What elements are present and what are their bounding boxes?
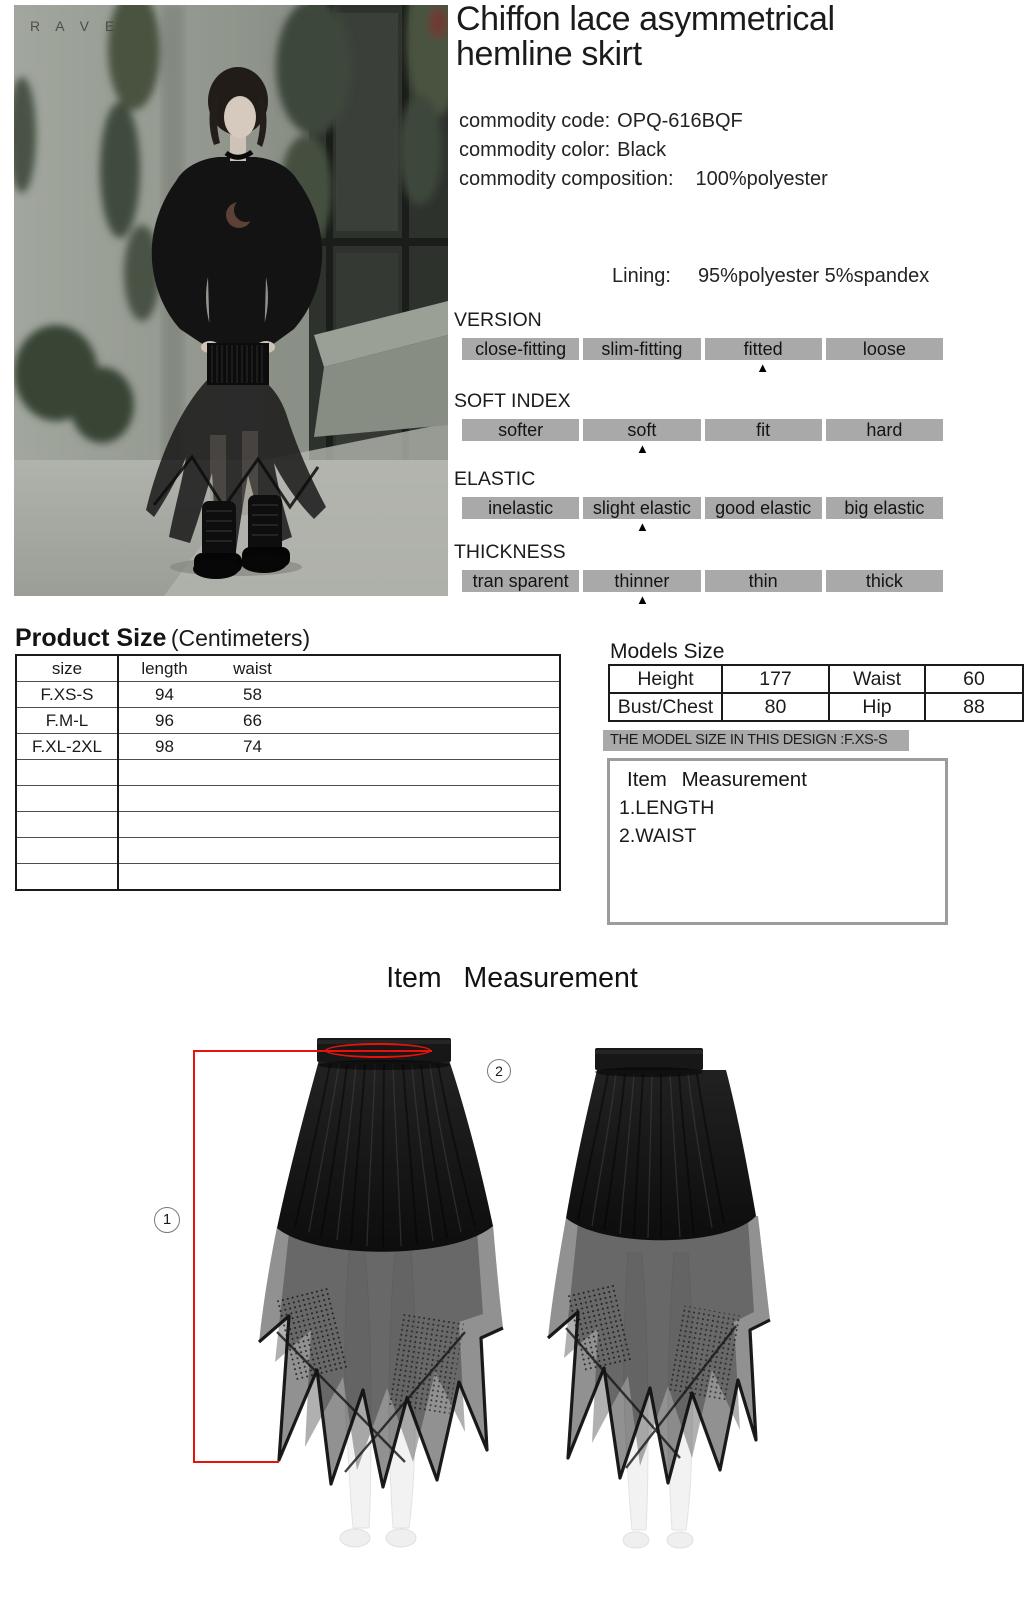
model-photo-art: [14, 5, 448, 596]
commodity-color-value: Black: [617, 139, 667, 161]
table-row: [16, 760, 560, 786]
selected-marker-icon: ▲: [635, 592, 649, 607]
table-row: [609, 693, 1023, 721]
cell-waist: 66: [210, 708, 295, 734]
commodity-composition-label: commodity composition:: [459, 168, 674, 190]
scale-option: thinner: [583, 570, 700, 592]
model-photo: [14, 5, 448, 596]
attr-thickness-title: THICKNESS: [454, 541, 566, 563]
scale-option: slim-fitting: [583, 338, 700, 360]
cell-waist-value: 60: [925, 665, 1023, 693]
front-view-photo: [255, 1032, 515, 1562]
commodity-code-value: OPQ-616BQF: [617, 110, 743, 132]
marker-1-badge: 1: [154, 1207, 180, 1233]
attr-elastic-title: ELASTIC: [454, 468, 536, 490]
scale-option: fit: [705, 419, 822, 441]
selected-marker-icon: ▲: [635, 441, 649, 456]
commodity-code-row: [459, 110, 743, 133]
length-measure-bottom-tick: [193, 1461, 279, 1463]
back-view-photo: [540, 1038, 785, 1558]
attr-version-scale: [462, 338, 943, 375]
commodity-color-label: commodity color:: [459, 139, 611, 161]
commodity-composition-row: [459, 168, 828, 191]
attr-version: [452, 309, 946, 375]
scale-option: close-fitting: [462, 338, 579, 360]
col-filler: [295, 655, 560, 682]
cell-length: 98: [118, 734, 210, 760]
attr-version-title: VERSION: [454, 309, 542, 331]
cell-hip-value: 88: [925, 693, 1023, 721]
cell-hip-label: Hip: [829, 693, 925, 721]
scale-option: tran sparent: [462, 570, 579, 592]
scale-option: loose: [826, 338, 943, 360]
attr-soft-index-scale: [462, 419, 943, 456]
table-row: [16, 812, 560, 838]
cell-waist-label: Waist: [829, 665, 925, 693]
scale-option: inelastic: [462, 497, 579, 519]
cell-height-value: 177: [722, 665, 829, 693]
product-title: [456, 2, 1022, 72]
attr-thickness: [452, 541, 946, 607]
waist-measure-ellipse: [325, 1043, 431, 1058]
product-title-line1: Chiffon lace asymmetrical: [456, 0, 835, 38]
measurement-item-length: 1.LENGTH: [619, 797, 715, 819]
cell-bust-label: Bust/Chest: [609, 693, 722, 721]
scale-option: big elastic: [826, 497, 943, 519]
cell-height-label: Height: [609, 665, 722, 693]
selected-marker-icon: ▲: [756, 360, 770, 375]
scale-option: thick: [826, 570, 943, 592]
item-measurement-box-title: Item Measurement: [627, 768, 807, 791]
commodity-color-row: [459, 139, 666, 162]
models-size-table: [608, 664, 1024, 722]
scale-option: fitted: [705, 338, 822, 360]
attr-soft-index: [452, 390, 946, 456]
col-size: size: [16, 655, 118, 682]
scale-option: good elastic: [705, 497, 822, 519]
cell-waist: 58: [210, 682, 295, 708]
product-size-title: Product Size: [15, 624, 167, 652]
marker-2-badge: 2: [487, 1059, 511, 1083]
scale-option: soft: [583, 419, 700, 441]
lining-label: Lining:: [612, 265, 671, 287]
length-measure-line: [193, 1050, 195, 1462]
product-title-line2: hemline skirt: [456, 35, 642, 73]
cell-size: F.XL-2XL: [16, 734, 118, 760]
models-size-title: Models Size: [610, 640, 725, 663]
col-length: length: [118, 655, 210, 682]
table-row: [16, 682, 560, 708]
cell-length: 94: [118, 682, 210, 708]
table-row: [16, 864, 560, 891]
product-size-heading: [15, 624, 310, 653]
cell-waist: 74: [210, 734, 295, 760]
commodity-composition-value: 100%polyester: [695, 168, 828, 190]
col-waist: waist: [210, 655, 295, 682]
product-size-table: [15, 654, 561, 891]
table-header-row: [16, 655, 560, 682]
item-measurement-heading: Item Measurement: [386, 962, 638, 994]
table-row: [16, 734, 560, 760]
scale-option: softer: [462, 419, 579, 441]
table-row: [16, 708, 560, 734]
scale-option: hard: [826, 419, 943, 441]
lining-value: 95%polyester 5%spandex: [697, 265, 930, 287]
lining-row: [612, 265, 929, 288]
table-row: [16, 786, 560, 812]
model-size-note: THE MODEL SIZE IN THIS DESIGN :F.XS-S: [603, 730, 909, 751]
cell-size: F.M-L: [16, 708, 118, 734]
item-measurement-box: [607, 758, 948, 925]
wall-brand-text: R A V E: [30, 18, 121, 34]
selected-marker-icon: ▲: [635, 519, 649, 534]
attr-soft-index-title: SOFT INDEX: [454, 390, 571, 412]
table-row: [16, 838, 560, 864]
scale-option: thin: [705, 570, 822, 592]
product-size-unit: (Centimeters): [170, 625, 311, 651]
table-row: [609, 665, 1023, 693]
cell-bust-value: 80: [722, 693, 829, 721]
cell-length: 96: [118, 708, 210, 734]
scale-option: slight elastic: [583, 497, 700, 519]
attr-elastic-scale: [462, 497, 943, 534]
measurement-item-waist: 2.WAIST: [619, 825, 697, 847]
attr-thickness-scale: [462, 570, 943, 607]
commodity-code-label: commodity code:: [459, 110, 611, 132]
attr-elastic: [452, 468, 946, 534]
cell-size: F.XS-S: [16, 682, 118, 708]
